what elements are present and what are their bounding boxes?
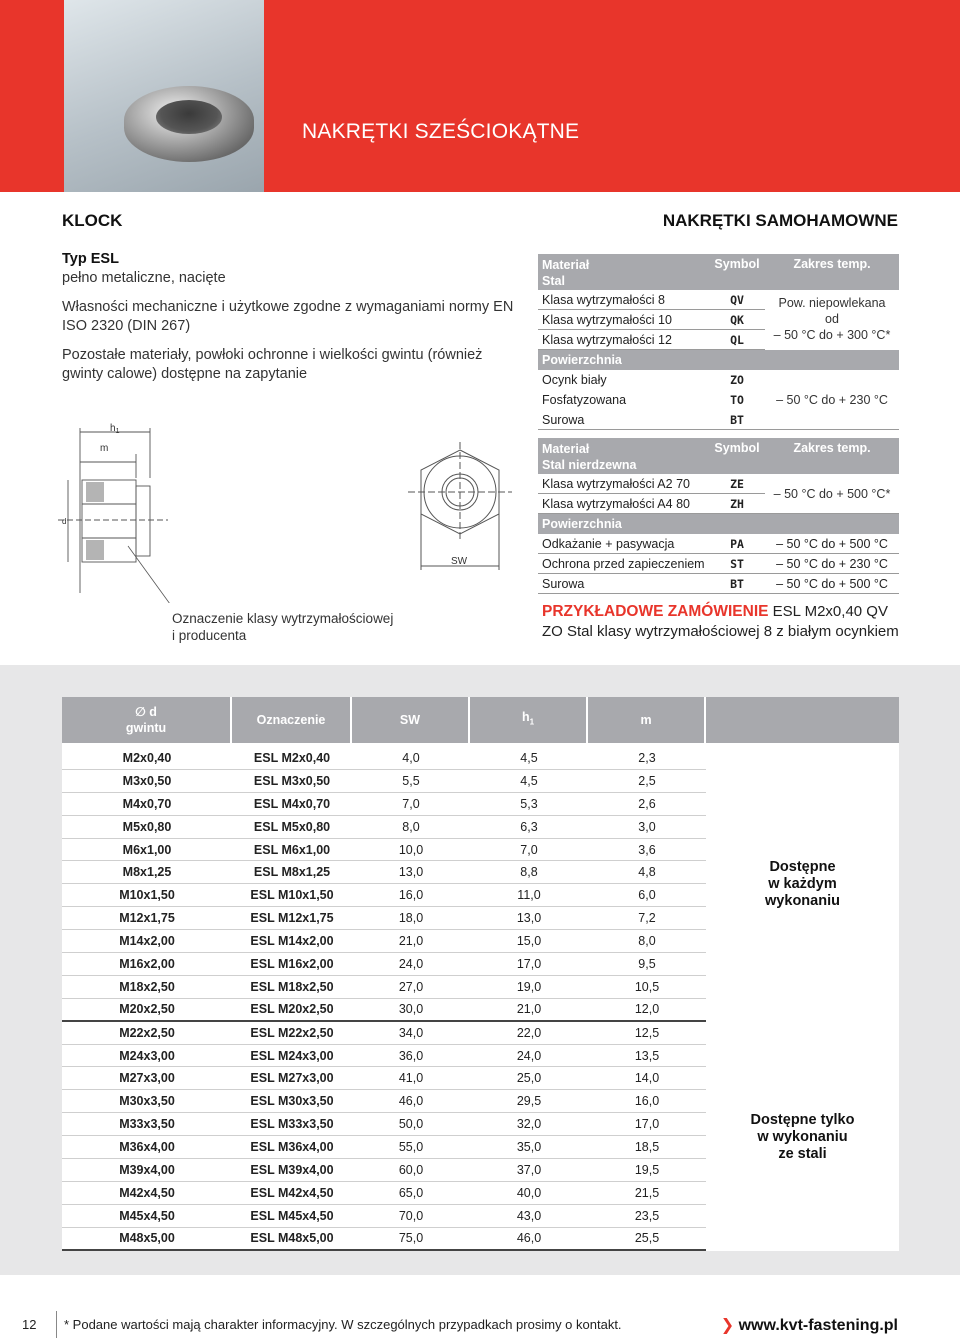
cell-h1: 43,0 — [516, 1208, 542, 1223]
footer-note: * Podane wartości mają charakter informacyjny. W szczególnych przypadkach prosimy o kontakt. — [64, 1317, 622, 1332]
cell-sw: 41,0 — [398, 1071, 424, 1086]
cell-sw: 75,0 — [398, 1231, 424, 1246]
cell-h1: 35,0 — [516, 1140, 542, 1155]
page-number: 12 — [22, 1317, 37, 1332]
cell-diameter: M12x1,75 — [119, 911, 175, 926]
cell-m: 13,5 — [634, 1048, 660, 1063]
spec-stainless-group — [538, 474, 899, 514]
dimensions-table — [62, 697, 899, 1251]
table-header — [62, 697, 899, 743]
cell-m: 25,5 — [634, 1231, 660, 1246]
cell-h1: 4,5 — [520, 750, 538, 765]
cell-sw: 30,0 — [398, 1002, 424, 1017]
page-title: NAKRĘTKI SZEŚCIOKĄTNE — [302, 120, 580, 143]
cell-diameter: M16x2,00 — [119, 956, 175, 971]
temp-range-surface: – 50 °C do + 230 °C — [765, 390, 899, 410]
cell-m: 9,5 — [638, 956, 656, 971]
temp-range-stainless: – 50 °C do + 500 °C* — [765, 484, 899, 504]
cell-designation: ESL M6x1,00 — [253, 842, 331, 857]
website-link[interactable] — [721, 1315, 898, 1335]
spec-row: Odkażanie + pasywacja PA – 50 °C do + 500 °C — [538, 534, 899, 554]
label-d: d — [62, 517, 67, 526]
spec-header-surface: Powierzchnia — [538, 350, 899, 370]
spec-row: Klasa wytrzymałości 10 QK — [538, 310, 899, 330]
cell-designation: ESL M42x4,50 — [250, 1185, 334, 1200]
cell-m: 2,6 — [638, 796, 656, 811]
drawing-caption: Oznaczenie klasy wytrzymałościowej i producenta — [172, 611, 394, 643]
col-sw: SW — [352, 697, 470, 743]
cell-m: 12,0 — [634, 1002, 660, 1017]
brand-heading: KLOCK — [62, 211, 123, 230]
cell-designation: ESL M12x1,75 — [250, 911, 334, 926]
cell-designation: ESL M48x5,00 — [250, 1231, 334, 1246]
col-diameter: ∅ d gwintu — [62, 697, 232, 743]
cell-sw: 10,0 — [398, 842, 424, 857]
cell-diameter: M36x4,00 — [119, 1140, 175, 1155]
cell-h1: 7,0 — [520, 842, 538, 857]
cell-sw: 60,0 — [398, 1162, 424, 1177]
cell-h1: 6,3 — [520, 819, 538, 834]
col-availability — [706, 697, 899, 743]
cell-sw: 24,0 — [398, 956, 424, 971]
table-body — [62, 747, 899, 1251]
cell-m: 3,0 — [638, 819, 656, 834]
cell-m: 8,0 — [638, 934, 656, 949]
label-m: m — [100, 443, 109, 454]
label-h1: $h_1$ — [110, 423, 120, 435]
cell-m: 6,0 — [638, 888, 656, 903]
spec-header-stainless: Materiał Stal nierdzewna Symbol Zakres temp. — [538, 438, 899, 474]
cell-designation: ESL M8x1,25 — [253, 865, 331, 880]
cell-diameter: M39x4,00 — [119, 1162, 175, 1177]
spec-class-group — [538, 290, 899, 350]
product-description — [62, 250, 522, 394]
cell-sw: 46,0 — [398, 1094, 424, 1109]
cell-sw: 13,0 — [398, 865, 424, 880]
cell-sw: 55,0 — [398, 1140, 424, 1155]
cell-diameter: M5x0,80 — [122, 819, 172, 834]
cell-h1: 25,0 — [516, 1071, 542, 1086]
cell-h1: 5,3 — [520, 796, 538, 811]
cell-designation: ESL M27x3,00 — [250, 1071, 334, 1086]
cell-designation: ESL M22x2,50 — [250, 1025, 334, 1040]
spec-row: Klasa wytrzymałości A4 80 ZH — [538, 494, 899, 514]
cell-m: 10,5 — [634, 979, 660, 994]
cell-diameter: M22x2,50 — [119, 1025, 175, 1040]
cell-sw: 34,0 — [398, 1025, 424, 1040]
cell-designation: ESL M30x3,50 — [250, 1094, 334, 1109]
cell-designation: ESL M20x2,50 — [250, 1002, 334, 1017]
cell-h1: 32,0 — [516, 1117, 542, 1132]
cell-designation: ESL M14x2,00 — [250, 934, 334, 949]
spec-row: Surowa BT – 50 °C do + 500 °C — [538, 574, 899, 594]
technical-drawing — [58, 418, 528, 603]
cell-m: 3,6 — [638, 842, 656, 857]
cell-m: 7,2 — [638, 911, 656, 926]
cell-designation: ESL M45x4,50 — [250, 1208, 334, 1223]
product-photo — [64, 0, 264, 192]
order-label: PRZYKŁADOWE ZAMÓWIENIE — [542, 603, 769, 620]
cell-diameter: M30x3,50 — [119, 1094, 175, 1109]
cell-diameter: M4x0,70 — [122, 796, 172, 811]
cell-m: 23,5 — [634, 1208, 660, 1223]
cell-designation: ESL M39x4,00 — [250, 1162, 334, 1177]
cell-h1: 19,0 — [516, 979, 542, 994]
nut-hole-image — [156, 100, 222, 134]
cell-h1: 15,0 — [516, 934, 542, 949]
type-label: Typ ESL — [62, 251, 119, 267]
cell-designation: ESL M16x2,00 — [250, 956, 334, 971]
cell-diameter: M8x1,25 — [122, 865, 172, 880]
spec-row: Surowa BT — [538, 410, 899, 430]
cell-h1: 46,0 — [516, 1231, 542, 1246]
cell-diameter: M18x2,50 — [119, 979, 175, 994]
cell-m: 14,0 — [634, 1071, 660, 1086]
cell-diameter: M6x1,00 — [122, 842, 172, 857]
cell-sw: 4,0 — [402, 750, 420, 765]
cell-m: 16,0 — [634, 1094, 660, 1109]
cell-h1: 4,5 — [520, 773, 538, 788]
cell-designation: ESL M36x4,00 — [250, 1140, 334, 1155]
cell-diameter: M14x2,00 — [119, 934, 175, 949]
cell-designation: ESL M18x2,50 — [250, 979, 334, 994]
order-example — [542, 602, 902, 642]
cell-h1: 17,0 — [516, 956, 542, 971]
order-desc: ZO Stal klasy wytrzymałościowej 8 z białym ocynkiem — [542, 623, 899, 640]
spec-row: Klasa wytrzymałości 12 QL — [538, 330, 899, 350]
spec-row: Klasa wytrzymałości 8 QV — [538, 290, 899, 310]
cell-diameter: M45x4,50 — [119, 1208, 175, 1223]
cell-sw: 70,0 — [398, 1208, 424, 1223]
order-code: ESL M2x0,40 QV — [768, 603, 888, 620]
cell-sw: 16,0 — [398, 888, 424, 903]
cell-h1: 22,0 — [516, 1025, 542, 1040]
spec-row: Ochrona przed zapieczeniem ST – 50 °C do + 230 °C — [538, 554, 899, 574]
spec-row: Ocynk biały ZO — [542, 373, 744, 387]
col-m: m — [588, 697, 706, 743]
cell-m: 2,3 — [638, 750, 656, 765]
cell-diameter: M42x4,50 — [119, 1185, 175, 1200]
cell-designation: ESL M5x0,80 — [253, 819, 331, 834]
cell-diameter: M10x1,50 — [119, 888, 175, 903]
cell-diameter: M27x3,00 — [119, 1071, 175, 1086]
cell-sw: 65,0 — [398, 1185, 424, 1200]
availability-steel-only: Dostępne tylko w wykonaniu ze stali — [706, 1023, 899, 1251]
cell-m: 19,5 — [634, 1162, 660, 1177]
cell-designation: ESL M10x1,50 — [250, 888, 334, 903]
footer — [0, 1311, 960, 1338]
cell-designation: ESL M3x0,50 — [253, 773, 331, 788]
spec-header-steel: Materiał Stal Symbol Zakres temp. — [538, 254, 899, 290]
cell-diameter: M33x3,50 — [119, 1117, 175, 1132]
cell-h1: 29,5 — [516, 1094, 542, 1109]
cell-diameter: M48x5,00 — [119, 1231, 175, 1246]
cell-diameter: M24x3,00 — [119, 1048, 175, 1063]
cell-sw: 21,0 — [398, 934, 424, 949]
cell-h1: 13,0 — [516, 911, 542, 926]
cell-m: 12,5 — [634, 1025, 660, 1040]
spec-row: Fosfatyzowana TO — [542, 393, 744, 407]
cell-sw: 8,0 — [402, 819, 420, 834]
chevron-right-icon: ❯ — [720, 1317, 735, 1334]
cell-sw: 36,0 — [398, 1048, 424, 1063]
cell-h1: 24,0 — [516, 1048, 542, 1063]
col-h1: $h_1$ — [470, 697, 588, 743]
cell-m: 18,5 — [634, 1140, 660, 1155]
spec-row: Klasa wytrzymałości A2 70 ZE — [538, 474, 899, 494]
cell-m: 4,8 — [638, 865, 656, 880]
cell-sw: 27,0 — [398, 979, 424, 994]
cell-m: 21,5 — [634, 1185, 660, 1200]
spec-header-surface2: Powierzchnia — [538, 514, 899, 534]
cell-h1: 11,0 — [517, 888, 541, 903]
cell-sw: 50,0 — [398, 1117, 424, 1132]
type-desc: pełno metaliczne, nacięte — [62, 270, 226, 286]
cell-diameter: M2x0,40 — [122, 750, 172, 765]
spec-surface-group — [538, 370, 899, 430]
description-para2: Pozostałe materiały, powłoki ochronne i wielkości gwintu (również gwinty calowe) dostępne na zapytanie — [62, 347, 483, 382]
spec-table — [538, 254, 899, 594]
header-banner — [0, 0, 960, 192]
availability-all: Dostępne w każdym wykonaniu — [706, 747, 899, 1022]
temp-range-class: Pow. niepowlekana od – 50 °C do + 300 °C* — [765, 292, 899, 350]
website-text: www.kvt-fastening.pl — [738, 1317, 898, 1334]
cell-diameter: M3x0,50 — [122, 773, 172, 788]
cell-designation: ESL M24x3,00 — [250, 1048, 334, 1063]
label-sw: SW — [451, 556, 468, 567]
category-heading: NAKRĘTKI SAMOHAMOWNE — [662, 211, 898, 230]
cell-designation: ESL M2x0,40 — [253, 750, 331, 765]
cell-designation: ESL M4x0,70 — [253, 796, 331, 811]
cell-m: 2,5 — [638, 773, 656, 788]
description-para1: Własności mechaniczne i użytkowe zgodne z wymaganiami normy EN ISO 2320 (DIN 267) — [62, 299, 514, 334]
cell-sw: 7,0 — [402, 796, 420, 811]
cell-h1: 40,0 — [516, 1185, 542, 1200]
cell-sw: 18,0 — [398, 911, 424, 926]
cell-h1: 37,0 — [516, 1162, 542, 1177]
cell-diameter: M20x2,50 — [119, 1002, 175, 1017]
cell-m: 17,0 — [634, 1117, 660, 1132]
col-designation: Oznaczenie — [232, 697, 352, 743]
cell-sw: 5,5 — [402, 773, 420, 788]
cell-h1: 21,0 — [516, 1002, 542, 1017]
footer-divider — [56, 1311, 57, 1338]
cell-designation: ESL M33x3,50 — [250, 1117, 334, 1132]
cell-h1: 8,8 — [520, 865, 538, 880]
